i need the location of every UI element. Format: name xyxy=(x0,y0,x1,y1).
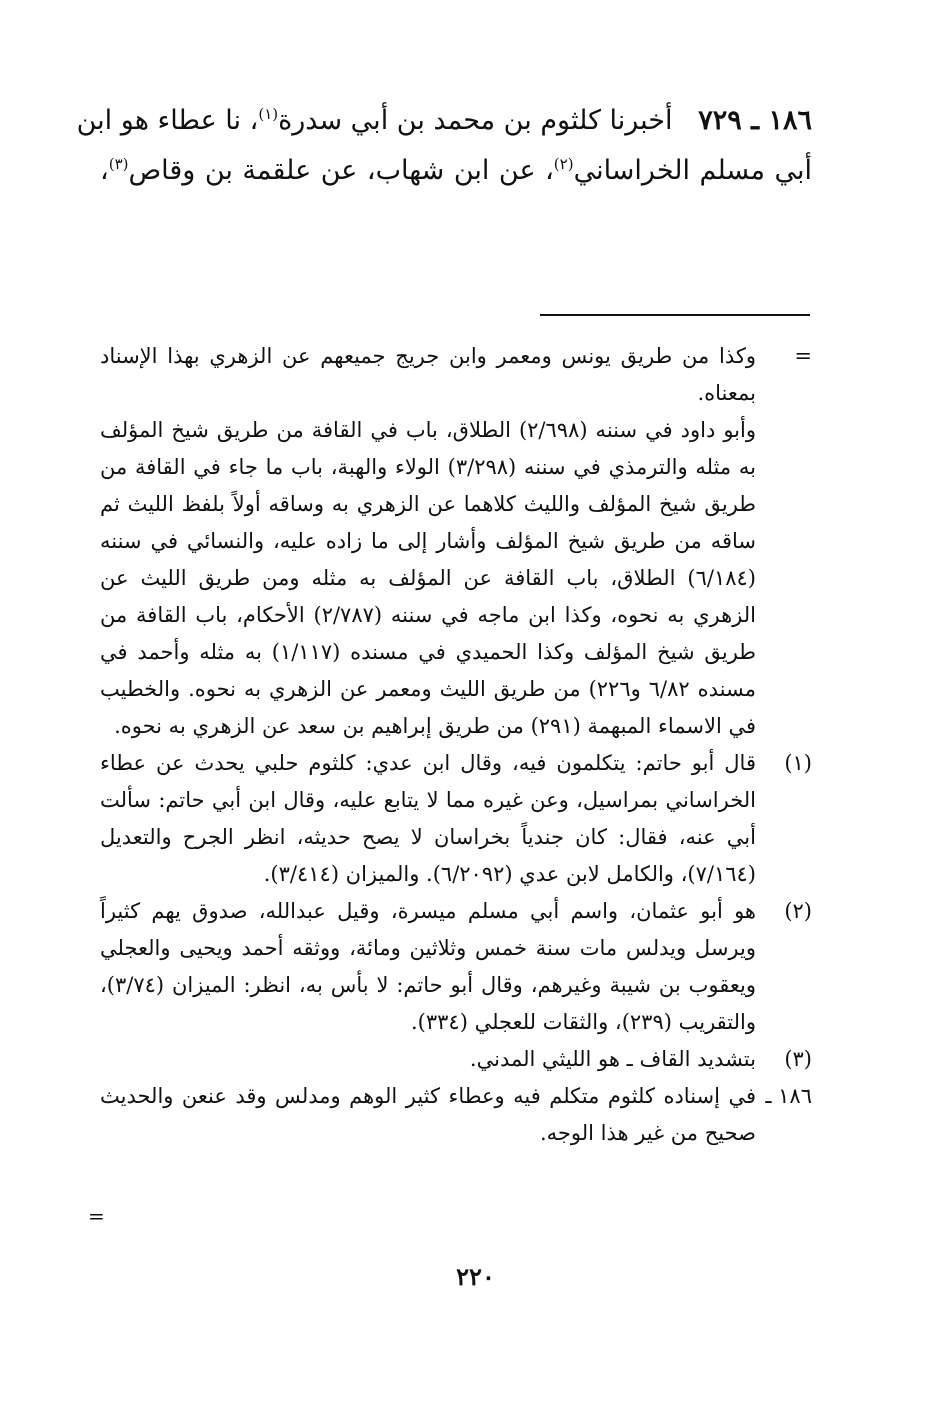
hadith-line-2 xyxy=(100,146,812,196)
continuation-mark: = xyxy=(794,344,812,368)
footnote-text: في إسناده كلثوم متكلم فيه وعطاء كثير الوهم ومدلس وقد عنعن والحديث صحيح من غير هذا الوجه. xyxy=(100,1084,756,1145)
hadith-text-part: أخبرنا كلثوم بن محمد بن أبي سدرة xyxy=(278,105,673,136)
footnote-ref-2: (٢) xyxy=(553,155,574,173)
hadith-number: ١٨٦ ـ ٧٢٩ xyxy=(698,105,812,136)
footnote-2 xyxy=(100,893,812,1041)
hadith-text-part: ، نا عطاء هو ابن xyxy=(76,105,259,136)
footnote-marker: (١) xyxy=(784,751,812,775)
footnote-text: وأبو داود في سننه (٢/٦٩٨) الطلاق، باب في القافة من طريق شيخ المؤلف به مثله والترمذي في سننه (٣/٢٩٨) الولاء والهبة، باب ما جاء في القافة من طريق شيخ المؤلف والليث كلاهما عن الزهري به وساقه أولاً بلفظ الليث ثم ساقه من طريق شيخ المؤلف وأشار إلى ما زاده عليه، والنسائي في سننه (٦/١٨٤) الطلاق، باب القافة عن المؤلف به مثله ومن طريق الليث عن الزهري به نحوه، وكذا ابن ماجه في سننه (٢/٧٨٧) الأحكام، باب القافة من طريق شيخ المؤلف وكذا الحميدي في مسنده (١/١١٧) به مثله وأحمد في مسنده ٦/٨٢ و٢٢٦) من طريق الليث ومعمر عن الزهري به نحوه. والخطيب في الاسماء المبهمة (٢٩١) من طريق إبراهيم بن سعد عن الزهري به نحوه. xyxy=(100,418,756,738)
page-number: ٢٢٠ xyxy=(456,1262,495,1291)
footnote-ref-1: (١) xyxy=(258,105,279,123)
footnote-continuation xyxy=(100,338,812,412)
footnote-ref-3: (٣) xyxy=(108,155,129,173)
footnotes-section xyxy=(100,338,812,1152)
footnote-marker: (٣) xyxy=(784,1047,812,1071)
footnote-text: هو أبو عثمان، واسم أبي مسلم ميسرة، وقيل عبدالله، صدوق يهم كثيراً ويرسل ويدلس مات سنة خمس وثلاثين ومائة، ووثقه أحمد ويحيى والعجلي ويعقوب بن شيبة وغيرهم، وقال أبو حاتم: لا بأس به، انظر: الميزان (٣/٧٤)، والتقريب (٢٣٩)، والثقات للعجلي (٣٣٤). xyxy=(100,899,756,1034)
footnote-3 xyxy=(100,1041,812,1078)
hadith-text xyxy=(76,96,812,196)
hadith-line-1 xyxy=(76,96,812,146)
hadith-text-part: أبي مسلم الخراساني xyxy=(573,155,812,186)
footnote-text: بتشديد القاف ـ هو الليثي المدني. xyxy=(469,1047,756,1071)
footnote-separator xyxy=(540,314,810,316)
footnote-text: قال أبو حاتم: يتكلمون فيه، وقال ابن عدي: كلثوم حلبي يحدث عن عطاء الخراساني بمراسيل، وعن غيره مما لا يتابع عليه، وقال ابن أبي حاتم: سألت أبي عنه، فقال: كان جندياً بخراسان لا يصح حديثه، انظر الجرح والتعديل (٧/١٦٤)، والكامل لابن عدي (٦/٢٠٩٢). والميزان (٣/٤١٤). xyxy=(100,751,756,886)
hadith-text-part: ، عن ابن شهاب، عن علقمة بن وقاص xyxy=(128,155,554,186)
hadith-text-part: ، xyxy=(100,155,109,186)
end-continuation-mark: = xyxy=(88,1204,105,1228)
footnote-text: وكذا من طريق يونس ومعمر وابن جريج جميعهم عن الزهري بهذا الإسناد بمعناه. xyxy=(100,344,756,405)
footnote-marker: (٢) xyxy=(784,899,812,923)
footnote-paragraph xyxy=(100,412,812,745)
footnote-marker: ١٨٦ ـ xyxy=(765,1084,812,1108)
footnote-1 xyxy=(100,745,812,893)
footnote-186 xyxy=(100,1078,812,1152)
